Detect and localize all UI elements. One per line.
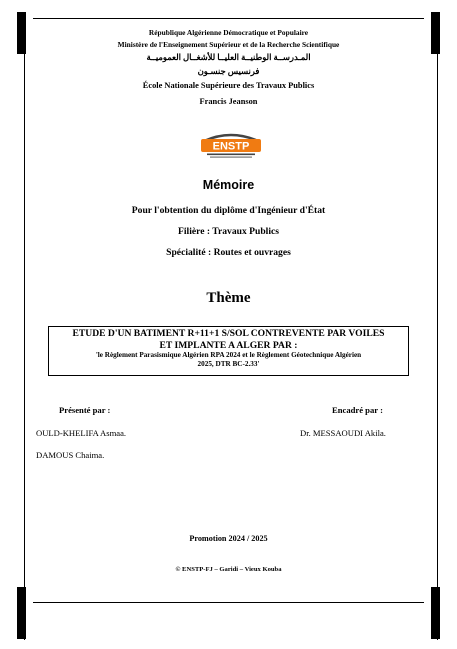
school-patron-name: Francis Jeanson — [199, 97, 258, 106]
theme-line-1: ETUDE D'UN BATIMENT R+11+1 S/SOL CONTREVENTE PAR VOILES — [72, 328, 385, 339]
republic-name: République Algérienne Démocratique et Populaire — [148, 28, 309, 37]
filiere: Filière : Travaux Publics — [178, 226, 279, 237]
frame-corner-top-left — [17, 12, 26, 54]
theme-box — [48, 326, 409, 376]
logo-text: ENSTP — [212, 140, 250, 153]
supervised-by-label: Encadré par : — [332, 405, 383, 415]
presented-by-label: Présenté par : — [59, 405, 111, 415]
frame-top-line — [33, 18, 424, 19]
frame-left-line — [24, 14, 25, 640]
document-type: Mémoire — [202, 178, 255, 192]
ministry-name: Ministère de l'Enseignement Supérieur et de la Recherche Scientifique — [117, 40, 340, 49]
theme-line-4: 2025, DTR BC-2.33' — [197, 360, 260, 368]
frame-right-line — [437, 14, 438, 640]
school-name-arabic: المـدرســة الوطنيــة العليــا للأشغــال العموميــة — [146, 53, 311, 62]
theme-line-2: ET IMPLANTE A ALGER PAR : — [159, 340, 298, 351]
frame-corner-top-right — [431, 12, 440, 54]
theme-heading: Thème — [206, 290, 251, 306]
theme-line-3: 'le Règlement Parasismique Algérien RPA 2024 et le Règlement Géotechnique Algérien — [95, 351, 362, 359]
school-patron-arabic: فرنسيس جنسـون — [197, 67, 260, 76]
promotion: Promotion 2024 / 2025 — [189, 534, 268, 543]
student-name-1: OULD-KHELIFA Asmaa. — [36, 428, 127, 438]
student-name-2: DAMOUS Chaima. — [36, 450, 105, 460]
supervisor-name: Dr. MESSAOUDI Akila. — [300, 428, 386, 438]
frame-corner-bottom-right — [431, 587, 440, 639]
specialite: Spécialité : Routes et ouvrages — [166, 247, 291, 258]
frame-bottom-line — [33, 602, 424, 603]
copyright: © ENSTP-FJ – Garidi – Vieux Kouba — [175, 566, 282, 573]
enstp-logo — [196, 127, 266, 161]
school-name: École Nationale Supérieure des Travaux Publics — [142, 81, 315, 90]
frame-corner-bottom-left — [17, 587, 26, 639]
diploma-purpose: Pour l'obtention du diplôme d'Ingénieur d'État — [131, 205, 326, 216]
